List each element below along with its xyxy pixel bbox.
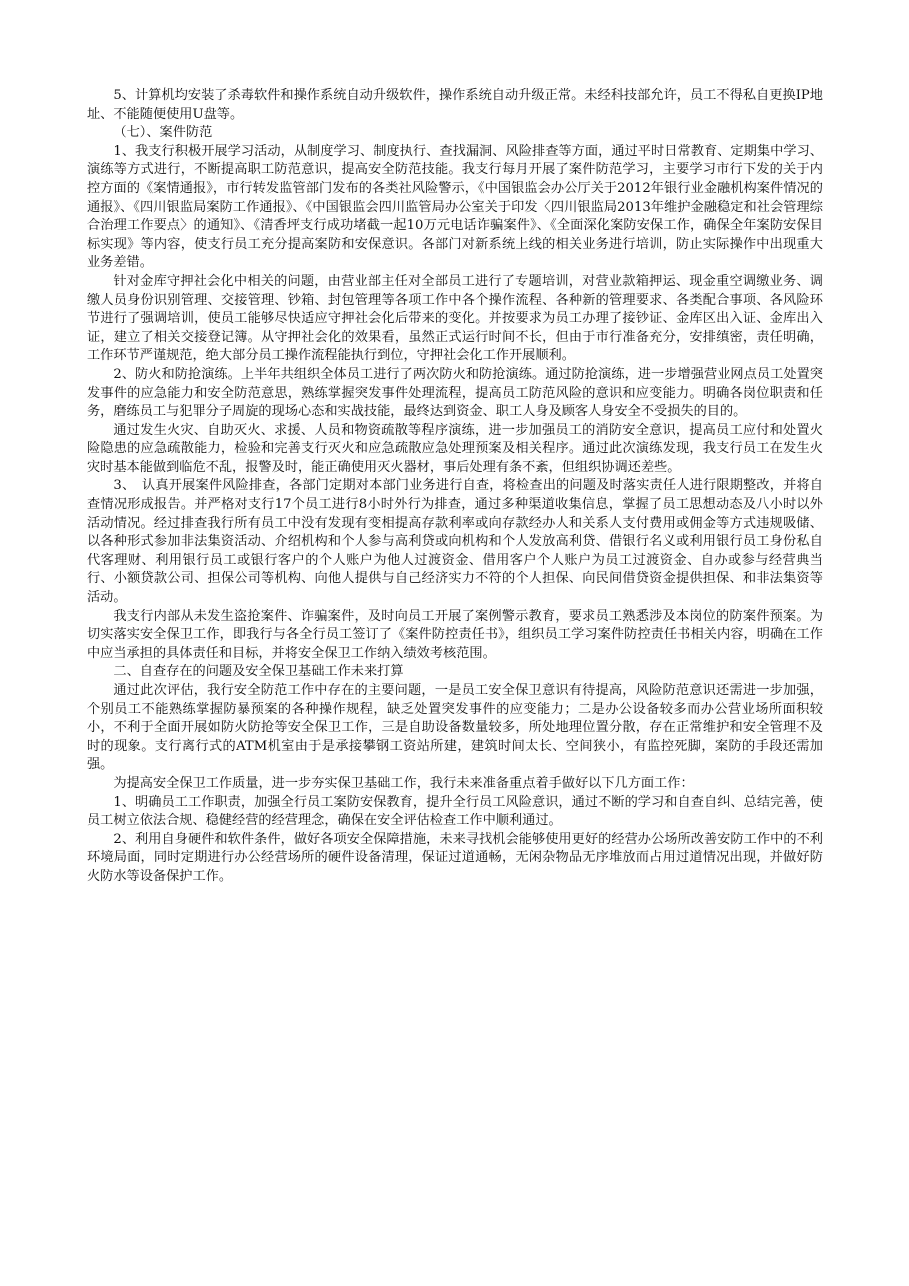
paragraph-main-problems: 通过此次评估，我行安全防范工作中存在的主要问题，一是员工安全保卫意识有待提高，风险防范意识还需进一步加强，个别员工不能熟练掌握防暴预案的各种操作规程，缺乏处置突发事件的应变能力；二是办公设备较多而办公营业场所面积较小，不利于全面开展如防火防抢等安全保卫工作，三是自助设备数量较多，所处地理位置分散，存在正常维护和安全管理不及时的现象。支行离行式的ATM机室由于是承接攀钢工资站所建，建筑时间太长、空间狭小，有监控死脚，案防的手段还需加强。	[87, 683, 823, 773]
paragraph-future-item-2: 2、利用自身硬件和软件条件，做好各项安全保障措施，未来寻找机会能够使用更好的经营办公场所改善安防工作中的不利环境局面，同时定期进行办公经营场所的硬件设备清理，保证过道通畅，无闲杂物品无序堆放而占用过道情况出现，并做好防火防水等设备保护工作。	[87, 831, 823, 884]
section-heading-problems-plans: 二、自查存在的问题及安全保卫基础工作未来打算	[113, 664, 404, 680]
paragraph-fire-robbery-drills: 2、防火和防抢演练。上半年共组织全体员工进行了两次防火和防抢演练。通过防抢演练，进一步增强营业网点员工处置突发事件的应急能力和安全防范意思，熟练掌握突发事件处理流程，提高员工防范风险的意识和应变能力。明确各岗位职责和任务，磨练员工与犯罪分子周旋的现场心态和实战技能，最终达到资金、职工人身及顾客人身安全不受损失的目的。	[87, 366, 823, 420]
paragraph-risk-inspection: 3、 认真开展案件风险排查，各部门定期对本部门业务进行自查，将检查出的问题及时落实责任人进行限期整改，并将自查情况形成报告。并严格对支行17个员工进行8小时外行为排查，通过多种渠道收集信息，掌握了员工思想动态及八小时以外活动情况。经过排查我行所有员工中没有发现有变相提高存款利率或向存款经办人和关系人支付费用或佣金等方式违规吸储、以各种形式参加非法集资活动、介绍机构和个人参与高利贷或向机构和个人发放高利贷、借银行名义或利用银行员工身份私自代客理财、利用银行员工或银行客户的个人账户为他人过渡资金、借用客户个人账户为员工过渡资金、自办或参与经营典当行、小额贷款公司、担保公司等机构、向他人提供与自己经济实力不符的个人担保、向民间借贷资金提供担保、和非法集资等活动。	[87, 478, 823, 606]
paragraph-future-work-intro: 为提高安全保卫工作质量，进一步夯实保卫基础工作，我行未来准备重点着手做好以下几方面工作：	[113, 775, 694, 791]
paragraph-vault-escort-training: 针对金库守押社会化中相关的问题，由营业部主任对全部员工进行了专题培训，对营业款箱押运、现金重空调缴业务、调缴人员身份识别管理、交接管理、钞箱、封包管理等各项工作中各个操作流程、各种新的管理要求、各类配合事项、各风险环节进行了强调培训，使员工能够尽快适应守押社会化后带来的变化。并按要求为员工办理了接钞证、金库区出入证、金库出入证，建立了相关交接登记簿。从守押社会化的效果看，虽然正式运行时间不长，但由于市行准备充分，安排缜密，责任明确，工作环节严谨规范，绝大部分员工操作流程能执行到位，守押社会化工作开展顺利。	[87, 273, 823, 364]
paragraph-responsibility-letter: 我支行内部从未发生盗抢案件、诈骗案件，及时向员工开展了案例警示教育，要求员工熟悉涉及本岗位的防案件预案。为切实落实安全保卫工作，即我行与各全行员工签订了《案件防控责任书》，组织员工学习案件防控责任书相关内容，明确在工作中应当承担的具体责任和目标，并将安全保卫工作纳入绩效考核范围。	[87, 608, 823, 661]
paragraph-future-item-1: 1、明确员工工作职责，加强全行员工案防安保教育，提升全行员工风险意识，通过不断的学习和自查自纠、总结完善，使员工树立依法合规、稳健经营的经营理念，确保在安全评估检查工作中顺利通过。	[87, 794, 823, 829]
paragraph-fire-evacuation-drill: 通过发生火灾、自助灭火、求援、人员和物资疏散等程序演练，进一步加强员工的消防安全意识，提高员工应付和处置火险隐患的应急疏散能力，检验和完善支行灭火和应急疏散应急处理预案及相关程序。通过此次演练发现，我支行员工在发生火灾时基本能做到临危不乱，报警及时，能正确使用灭火器材，事后处理有条不紊，但组织协调还差些。	[87, 422, 823, 475]
paragraph-computer-security: 5、计算机均安装了杀毒软件和操作系统自动升级软件，操作系统自动升级正常。未经科技部允许，员工不得私自更换IP地址、不能随便使用U盘等。	[87, 88, 823, 122]
paragraph-learning-activities: 1、我支行积极开展学习活动，从制度学习、制度执行、查找漏洞、风险排查等方面，通过平时日常教育、定期集中学习、演练等方式进行，不断提高职工防范意识，提高安全防范技能。我支行每月开展了案件防范学习，主要学习市行下发的关于内控方面的《案情通报》，市行转发监管部门发布的各类社风险警示，《中国银监会办公厅关于2012年银行业金融机构案件情况的通报》、《四川银监局案防工作通报》、《中国银监会四川监管局办公室关于印发〈四川银监局2013年维护金融稳定和社会管理综合治理工作要点〉的通知》、《清香坪支行成功堵截一起10万元电话诈骗案件》、《全面深化案防安保工作，确保全年案防安保目标实现》等内容，使支行员工充分提高案防和安保意识。各部门对新系统上线的相关业务进行培训，防止实际操作中出现重大业务差错。	[87, 143, 823, 271]
section-heading-case-prevention: （七）、案件防范	[113, 125, 213, 141]
